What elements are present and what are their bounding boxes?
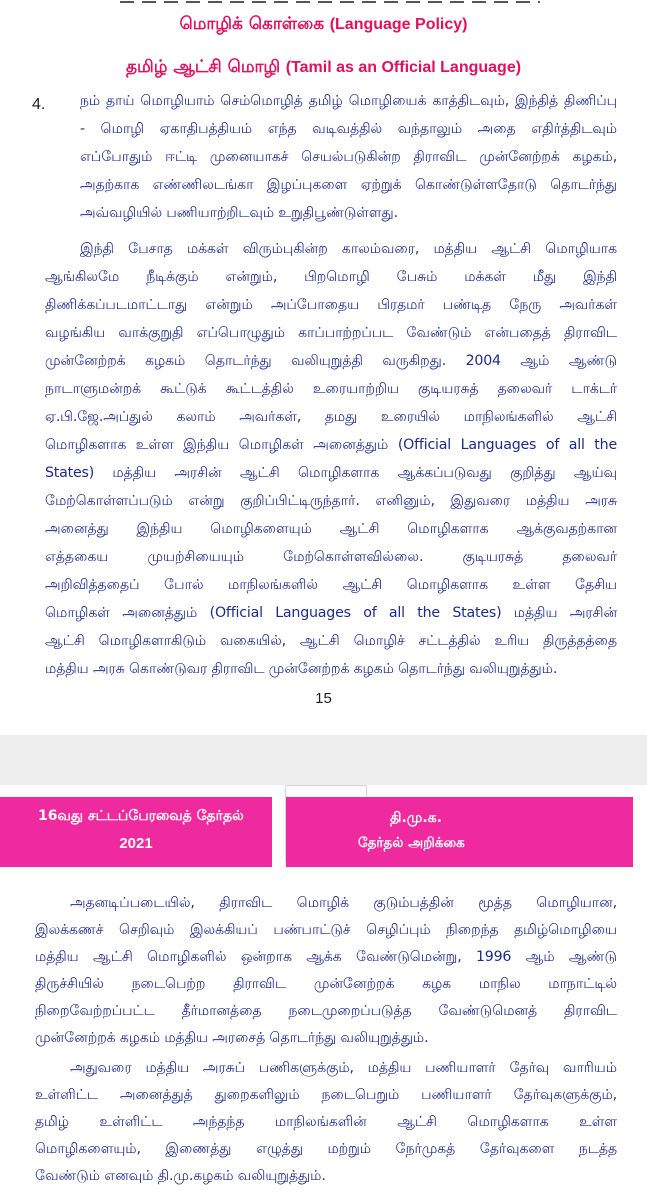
paragraph-line: மேற்கொள்ளப்படும் என்று குறிப்பிட்டிருந்தார். எனினும், இதுவரை மத்திய அரசு xyxy=(45,493,617,509)
paragraph-line: நம் தாய் மொழியாம் செம்மொழித் தமிழ் மொழியைக் காத்திடவும், இந்தித் திணிப்பு xyxy=(80,93,617,109)
paragraph-line: வழங்கிய வாக்குறுதி எப்பொழுதும் காப்பாற்றப்பட வேண்டும் என்பதைத் திராவிட xyxy=(45,325,617,341)
paragraph-line: உள்ளிட்ட அனைத்துத் துறைகளிலும் நடைபெறும் பணியாளர் தேர்வுகளுக்கும், xyxy=(35,1087,617,1103)
paragraph-central-official-language xyxy=(45,235,617,683)
heading-tamil-text: மொழிக் கொள்கை xyxy=(179,14,325,34)
paragraph-line: அதற்காக எண்ணிலடங்கா இழப்புகளை ஏற்றுக் கொண்டுள்ளதோடு தொடர்ந்து xyxy=(80,177,617,193)
paragraph-line: இந்தி பேசாத மக்கள் விரும்புகின்ற காலம்வரை, மத்திய ஆட்சி மொழியாக xyxy=(80,241,617,257)
paragraph-line: இலக்கணச் செறிவும் இலக்கியப் பண்பாட்டுச் செழிப்பும் நிறைந்த தமிழ்மொழியை xyxy=(35,922,617,938)
paragraph-recruitment-exams xyxy=(35,1055,617,1190)
paragraph-line: அதுவரை மத்திய அரசுப் பணிகளுக்கும், மத்திய பணியாளர் தேர்வு வாரியம் xyxy=(70,1060,617,1076)
paragraph-line: ஆட்சி மொழிகளாகிடும் வகையில், ஆட்சி மொழிச் சட்டத்தில் உரிய திருத்தத்தை xyxy=(45,633,617,649)
paragraph-line: அனைத்து இந்திய மொழிகளையும் ஆட்சி மொழிகளாக ஆக்குவதற்கான xyxy=(45,521,617,537)
election-title: 16வது சட்டப்பேரவைத் தேர்தல் xyxy=(38,808,244,824)
election-year: 2021 xyxy=(119,835,153,852)
paragraph-line: ஏ.பி.ஜே.அப்துல் கலாம் அவர்கள், தமது உரையில் மாநிலங்களில் ஆட்சி xyxy=(45,409,617,425)
heading-english-text: (Language Policy) xyxy=(329,16,468,33)
heading-tamil-text: தமிழ் ஆட்சி மொழி xyxy=(125,57,281,77)
paragraph-line: மொழிகள் அனைத்தும் (Official Languages of all the States) மத்திய அரசின் xyxy=(45,605,617,621)
paragraph-line: அறிவித்ததைப் போல் மாநிலங்களில் ஆட்சி மொழிகளாக உள்ள தேசிய xyxy=(45,577,617,593)
paragraph-tamil-central-language xyxy=(35,890,617,1052)
paragraph-language-protection xyxy=(80,87,617,227)
manifesto-banner xyxy=(0,797,647,867)
cut-off-previous-text xyxy=(120,0,540,6)
manifesto-label: தேர்தல் அறிக்கை xyxy=(358,835,465,851)
item-number: 4. xyxy=(32,96,46,113)
paragraph-line: நாடாளுமன்றக் கூட்டுக் கூட்டத்தில் உரையாற்றிய குடியரசுத் தலைவர் டாக்டர் xyxy=(45,381,617,397)
paragraph-line: எத்தகைய முயற்சியையும் மேற்கொள்ளவில்லை. குடியரசுத் தலைவர் xyxy=(45,549,617,565)
page-separator xyxy=(0,735,647,785)
section-heading-official-language xyxy=(0,57,647,79)
paragraph-line: தமிழ் உள்ளிட்ட அந்தந்த மாநிலங்களின் ஆட்சி மொழிகளாக உள்ள xyxy=(35,1114,617,1130)
paragraph-line: ஆங்கிலமே நீடிக்கும் என்றும், பிறமொழி பேசும் மக்கள் மீது இந்தி xyxy=(45,269,617,285)
banner-left-panel xyxy=(0,797,272,867)
paragraph-line: மத்திய அரசு கொண்டுவர திராவிட முன்னேற்றக் கழகம் தொடர்ந்து வலியுறுத்தும். xyxy=(45,661,558,677)
banner-right-panel xyxy=(286,797,633,867)
paragraph-line: மொழிகளையும், இணைத்து எழுத்து மற்றும் நேர்முகத் தேர்வுகளை நடத்த xyxy=(35,1141,617,1157)
paragraph-line: அவ்வழியில் பணியாற்றிடவும் உறுதிபூண்டுள்ளது. xyxy=(80,205,398,221)
paragraph-line: அதனடிப்படையில், திராவிட மொழிக் குடும்பத்தின் மூத்த மொழியான, xyxy=(70,895,617,911)
paragraph-line: திருச்சியில் நடைபெற்ற திராவிட முன்னேற்றக் கழக மாநில மாநாட்டில் xyxy=(35,976,617,992)
paragraph-line: மொழிகளாக உள்ள இந்திய மொழிகள் அனைத்தும் (Official Languages of all the xyxy=(45,437,617,453)
paragraph-line: முன்னேற்றக் கழகம் தொடர்ந்து வலியுறுத்தி வருகிறது. 2004 ஆம் ஆண்டு xyxy=(45,353,617,369)
paragraph-line: எப்போதும் ஈட்டி முனையாகச் செயல்படுகின்ற திராவிட முன்னேற்றக் கழகம், xyxy=(80,149,617,165)
paragraph-line: திணிக்கப்படமாட்டாது என்றும் அப்போதைய பிரதமர் பண்டித நேரு அவர்கள் xyxy=(45,297,617,313)
heading-english-text: (Tamil as an Official Language) xyxy=(285,59,522,76)
paragraph-line: - மொழி ஏகாதிபத்தியம் எந்த வடிவத்தில் வந்தாலும் அதை எதிர்த்திடவும் xyxy=(80,121,617,137)
party-name: தி.மு.க. xyxy=(390,810,442,826)
section-heading-language-policy xyxy=(0,14,647,36)
paragraph-line: முன்னேற்றக் கழகம் மத்திய அரசைத் தொடர்ந்து வலியுறுத்தும். xyxy=(35,1030,429,1046)
paragraph-line: நிறைவேற்றப்பட்ட தீர்மானத்தை நடைமுறைப்படுத்த வேண்டுமெனத் திராவிட xyxy=(35,1003,617,1019)
paragraph-line: வேண்டும் எனவும் தி.மு.கழகம் வலியுறுத்தும். xyxy=(35,1168,326,1184)
paragraph-line: மத்திய ஆட்சி மொழிகளில் ஒன்றாக ஆக்க வேண்டுமென்று, 1996 ஆம் ஆண்டு xyxy=(35,949,617,965)
paragraph-line: States) மத்திய அரசின் ஆட்சி மொழிகளாக ஆக்கப்படுவது குறித்து ஆய்வு xyxy=(45,465,617,481)
page-number: 15 xyxy=(315,690,332,707)
